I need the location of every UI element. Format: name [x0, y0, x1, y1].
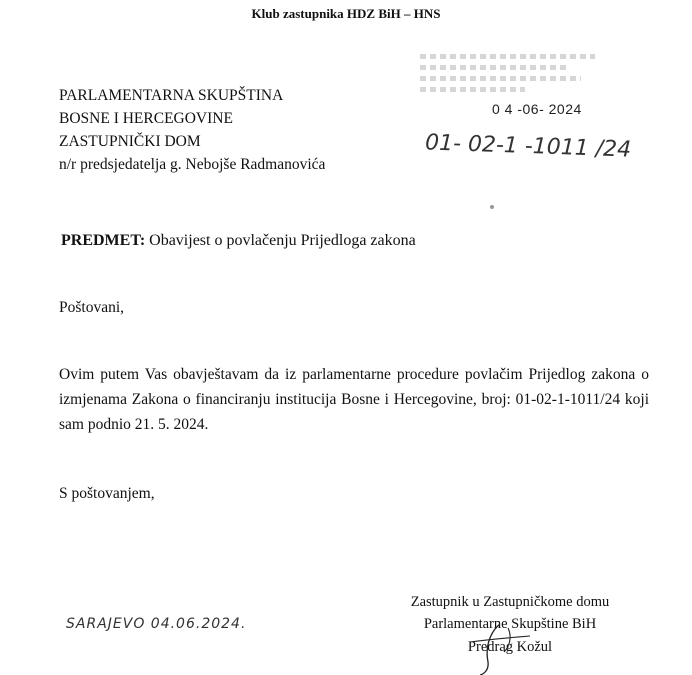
stamp-registry-number: 01- 02-1 -1011 /24: [424, 130, 632, 163]
signature-title: Zastupnik u Zastupničkome domu: [410, 594, 610, 610]
recipient-line-4: n/r predsjedatelja g. Nebojše Radmanovića: [59, 156, 326, 173]
handwritten-signature: [460, 622, 535, 675]
document-header: Klub zastupnika HDZ BiH – HNS: [251, 6, 441, 21]
stamp-date: 0 4 -06- 2024: [492, 101, 582, 117]
closing: S poštovanjem,: [59, 485, 155, 502]
handwritten-place-date: SARAJEVO 04.06.2024.: [66, 616, 247, 632]
recipient-line-3: ZASTUPNIČKI DOM: [59, 133, 201, 150]
greeting: Poštovani,: [59, 299, 125, 316]
speck: [490, 205, 494, 209]
recipient-line-1: PARLAMENTARNA SKUPŠTINA: [59, 87, 284, 104]
signature-name: Predrag Kožul: [467, 639, 553, 655]
subject-line: [61, 232, 416, 250]
subject-text: Obavijest o povlačenju Prijedloga zakona: [145, 232, 416, 249]
signature-institution: Parlamentarne Skupštine BiH: [423, 616, 597, 632]
body-paragraph: Ovim putem Vas obavještavam da iz parlamentarne procedure povlačim Prijedlog zakona o izmjenama Zakona o financiranju institucija Bosne i Hercegovine, broj: 01-02-1-1011/24 koji sam podnio 21. 5. 2024.: [59, 366, 649, 433]
subject-label: PREDMET:: [61, 232, 146, 249]
recipient-line-2: BOSNE I HERCEGOVINE: [59, 110, 233, 127]
